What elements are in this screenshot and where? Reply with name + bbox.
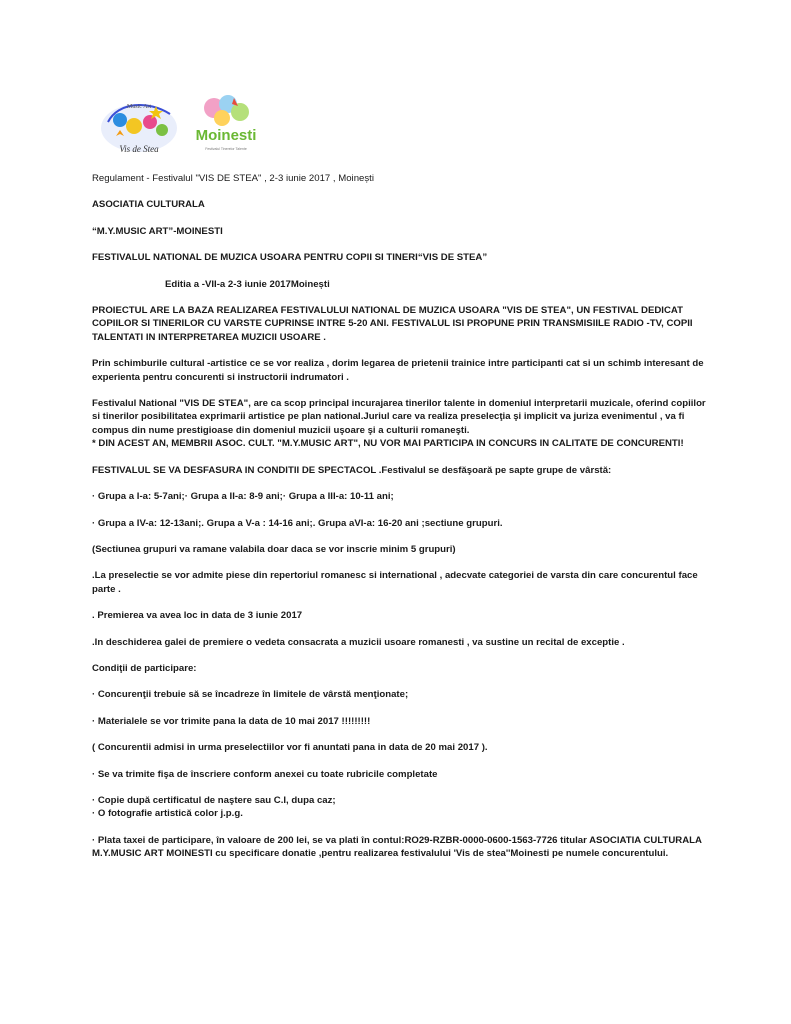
organization-name: ASOCIATIA CULTURALA [92, 199, 205, 211]
members-notice: * DIN ACEST AN, MEMBRII ASOC. CULT. "M.Y.MUSIC ART", NU VOR MAI PARTICIPA IN CONCURS IN CALITATE DE CONCURENTI! [92, 438, 684, 450]
premiere-line: . Premierea va avea loc in data de 3 iunie 2017 [92, 610, 303, 622]
condition-admitted: ( Concurentii admisi in urma preselectiilor vor fi anuntati pana in data de 20 mai 2017 ). [92, 742, 488, 754]
edition-line: Editia a -VII-a 2-3 iunie 2017Moinești [165, 278, 330, 290]
age-groups-line-1: · Grupa a I-a: 5-7ani;· Grupa a II-a: 8-9 ani;· Grupa a III-a: 10-11 ani; [92, 491, 394, 503]
regulation-document [92, 172, 712, 861]
project-paragraph: PROIECTUL ARE LA BAZA REALIZAREA FESTIVALULUI NATIONAL DE MUZICA USOARA "VIS DE STEA", UN FESTIVAL DEDICAT COPIILOR SI TINERILOR CU VARSTE CUPRINSE INTRE 5-20 ANI. FESTIVALUL ISI PROPUNE PRIN TRANSMISIILE RADIO -TV, COPII TALENTATI IN INTERPRETAREA MUZICII USOARE . [92, 305, 693, 343]
vis-logo-text: Vis de Stea [119, 144, 159, 154]
header-logos [98, 92, 278, 160]
vis-de-stea-logo [98, 92, 180, 160]
vis-logo-top-text: Music Art [126, 104, 152, 110]
condition-materials: · Materialele se vor trimite pana la data de 10 mai 2017 !!!!!!!!! [92, 715, 371, 727]
gala-line: .In deschiderea galei de premiere o vedeta consacrata a muzicii usoare romanesti , va sustine un recital de exceptie . [92, 636, 625, 648]
moinesti-logo-text: Moinesti [195, 127, 257, 144]
moinesti-logo-subtext: Festivalul Tinerelor Talente [205, 147, 247, 151]
condition-photo: · O fotografie artistică color j.p.g. [92, 808, 243, 820]
document-title-line: Regulament - Festivalul "VIS DE STEA" , 2-3 iunie 2017 , Moinești [92, 173, 374, 184]
moinesti-logo [186, 92, 266, 160]
condition-certificate: · Copie după certificatul de naştere sau C.I, dupa caz; [92, 794, 336, 806]
preselection-paragraph: .La preselectie se vor admite piese din repertoriul romanesc si international , adecvate categoriei de varsta din care concurentul face parte . [92, 570, 698, 595]
conditions-intro: FESTIVALUL SE VA DESFASURA IN CONDITII DE SPECTACOL .Festivalul se desfăşoară pe sapte grupe de vârstă: [92, 464, 612, 476]
festival-title: FESTIVALUL NATIONAL DE MUZICA USOARA PENTRU COPII SI TINERI“VIS DE STEA” [92, 252, 488, 264]
condition-form: · Se va trimite fişa de înscriere conform anexei cu toate rubricile completate [92, 768, 438, 780]
exchange-paragraph: Prin schimburile cultural -artistice ce se vor realiza , dorim legarea de prietenii trainice intre participanti cat si un schimb interesant de experienta pentru concurenti si instructorii indrumatori . [92, 358, 704, 383]
condition-fee: · Plata taxei de participare, în valoare de 200 lei, se va plati în contul:RO29-RZBR-0000-0600-1563-7726 titular ASOCIATIA CULTURALA M.Y.MUSIC ART MOINESTI cu specificare donatie ,pentru realizarea festivalului 'Vis de stea''Moinesti pe numele concurentului. [92, 834, 702, 860]
organization-subname: “M.Y.MUSIC ART”-MOINESTI [92, 225, 223, 237]
groups-note: (Sectiunea grupuri va ramane valabila doar daca se vor inscrie minim 5 grupuri) [92, 543, 456, 555]
condition-age: · Concurenţii trebuie să se încadreze în limitele de vârstă menţionate; [92, 689, 409, 701]
participation-title: Condiţii de participare: [92, 662, 197, 674]
festival-paragraph: Festivalul National "VIS DE STEA", are ca scop principal incurajarea tinerilor talente in domeniul interpretarii muzicale, oferind copiilor si tinerilor posibilitatea exprimarii artistice pe plan national.Juriul care va realiza preselecţia şi implicit va juriza evenimentul , va fi compus din nume prestigioase din domeniul muzicii uşoare şi a culturii romaneşti. [92, 398, 706, 436]
age-groups-line-2: · Grupa a IV-a: 12-13ani;. Grupa a V-a : 14-16 ani;. Grupa aVI-a: 16-20 ani ;sectiune grupuri. [92, 517, 503, 529]
